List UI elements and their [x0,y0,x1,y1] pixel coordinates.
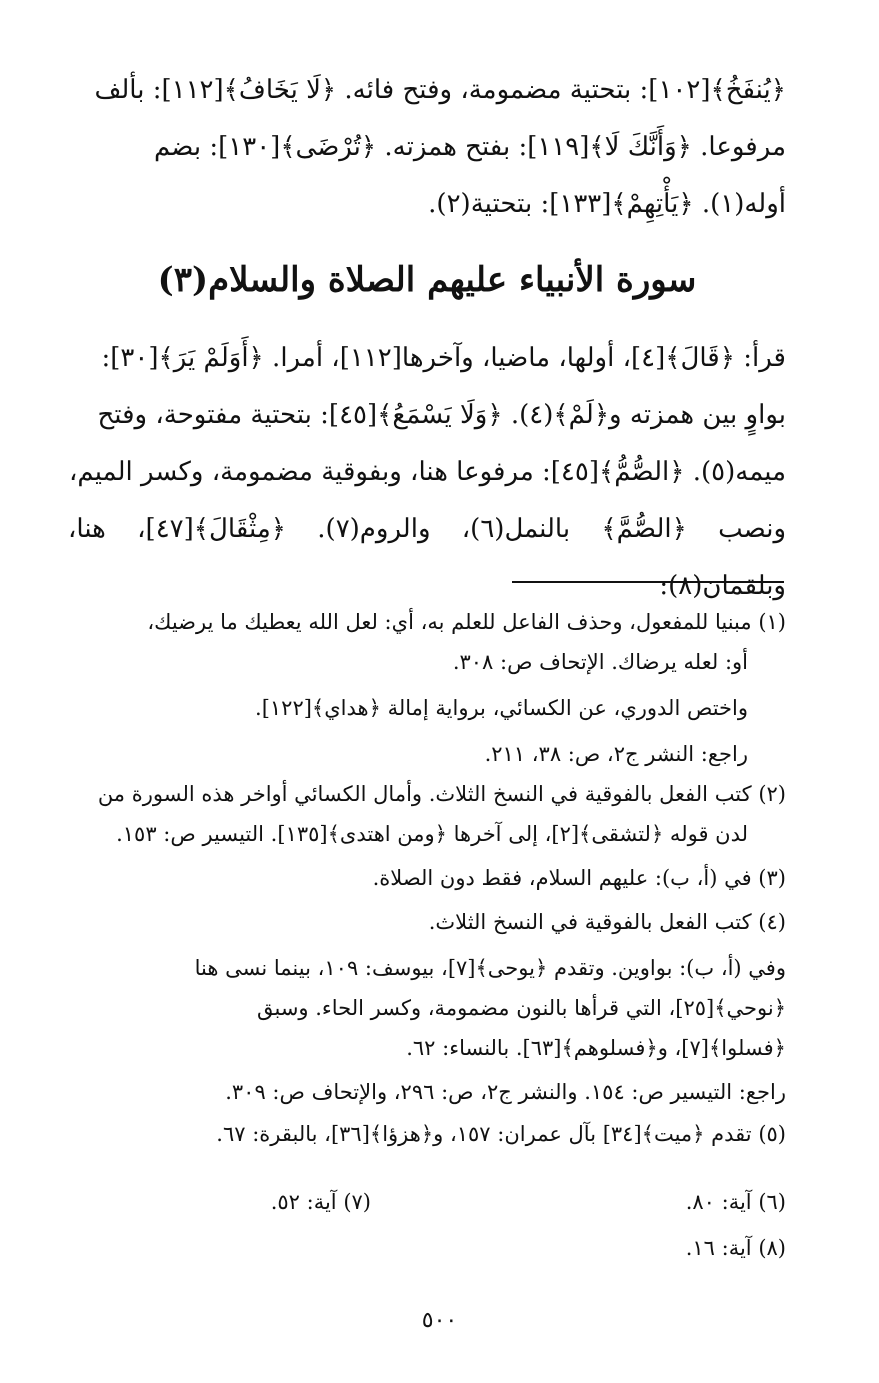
footnote-line: راجع: النشر ج٢، ص: ٣٨، ٢١١. [484,742,748,766]
text-line: أوله(١). ﴿يَأْتِهِمْ﴾[١٣٣]: بتحتية(٢). [428,189,786,219]
footnote-separator [512,581,784,583]
footnote-line: ﴿نوحي﴾[٢٥]، التي قرأها بالنون مضمومة، وكسر الحاء. وسبق [256,996,786,1020]
footnotes [68,602,786,1154]
intro-paragraph [68,62,786,233]
page-number: ٥٠٠ [421,1308,458,1333]
text-line: قرأ: ﴿قَالَ﴾[٤]، أولها، ماضيا، وآخرها[١١٢]، أمرا. ﴿أَوَلَمْ يَرَ﴾[٣٠]: [101,343,786,373]
footnote-6: (٦) آية: ٨٠. [685,1190,786,1214]
footnote-line: ﴿فسلوا﴾[٧]، و﴿فسلوهم﴾[٦٣]. بالنساء: ٦٢. [406,1036,786,1060]
footnote-line: (٤) كتب الفعل بالفوقية في النسخ الثلاث. [428,910,786,934]
text-line: ميمه(٥). ﴿الصُّمُّ﴾[٤٥]: مرفوعا هنا، وبفوقية مضمومة، وكسر الميم، [69,457,786,487]
footnote-8: (٨) آية: ١٦. [685,1236,786,1260]
footnote-line: واختص الدوري، عن الكسائي، برواية إمالة ﴿هداي﴾[١٢٢]. [255,696,748,720]
text-line: بواوٍ بين همزته و﴿لَمْ﴾(٤). ﴿وَلَا يَسْمَعُ﴾[٤٥]: بتحتية مفتوحة، وفتح [97,400,786,430]
text-line: ﴿يُنفَخُ﴾[١٠٢]: بتحتية مضمومة، وفتح فائه. ﴿لَا يَخَافُ﴾[١١٢]: بألف [94,75,786,105]
footnote-7: (٧) آية: ٥٢. [270,1190,371,1214]
text-line: ونصب ﴿الصُّمَّ﴾ بالنمل(٦)، والروم(٧). ﴿مِثْقَالَ﴾[٤٧]، هنا، وبلقمان(٨): [68,514,786,601]
footnote-line: وفي (أ، ب): بواوين. وتقدم ﴿يوحى﴾[٧]، بيوسف: ١٠٩، بينما نسى هنا [194,956,786,980]
footnote-line: (٢) كتب الفعل بالفوقية في النسخ الثلاث. وأمال الكسائي أواخر هذه السورة من [97,782,786,806]
footnote-line: لدن قوله ﴿لتشقى﴾[٢]، إلى آخرها ﴿ومن اهتدى﴾[١٣٥]. التيسير ص: ١٥٣. [116,822,748,846]
text-line: مرفوعا. ﴿وَأَنَّكَ لَا﴾[١١٩]: بفتح همزته. ﴿تُرْضَى﴾[١٣٠]: بضم [154,132,786,162]
footnote-line: (٥) تقدم ﴿ميت﴾[٣٤] بآل عمران: ١٥٧، و﴿هزؤا﴾[٣٦]، بالبقرة: ٦٧. [216,1122,786,1146]
footnote-line: أو: لعله يرضاك. الإتحاف ص: ٣٠٨. [452,650,748,674]
footnote-line: (١) مبنيا للمفعول، وحذف الفاعل للعلم به، أي: لعل الله يعطيك ما يرضيك، [147,610,786,634]
footnote-line: (٣) في (أ، ب): عليهم السلام، فقط دون الصلاة. [372,866,786,890]
surah-paragraph [68,330,786,615]
surah-title: سورة الأنبياء عليهم الصلاة والسلام(٣) [157,260,697,300]
footnote-line: راجع: التيسير ص: ١٥٤. والنشر ج٢، ص: ٢٩٦، والإتحاف ص: ٣٠٩. [225,1080,786,1104]
